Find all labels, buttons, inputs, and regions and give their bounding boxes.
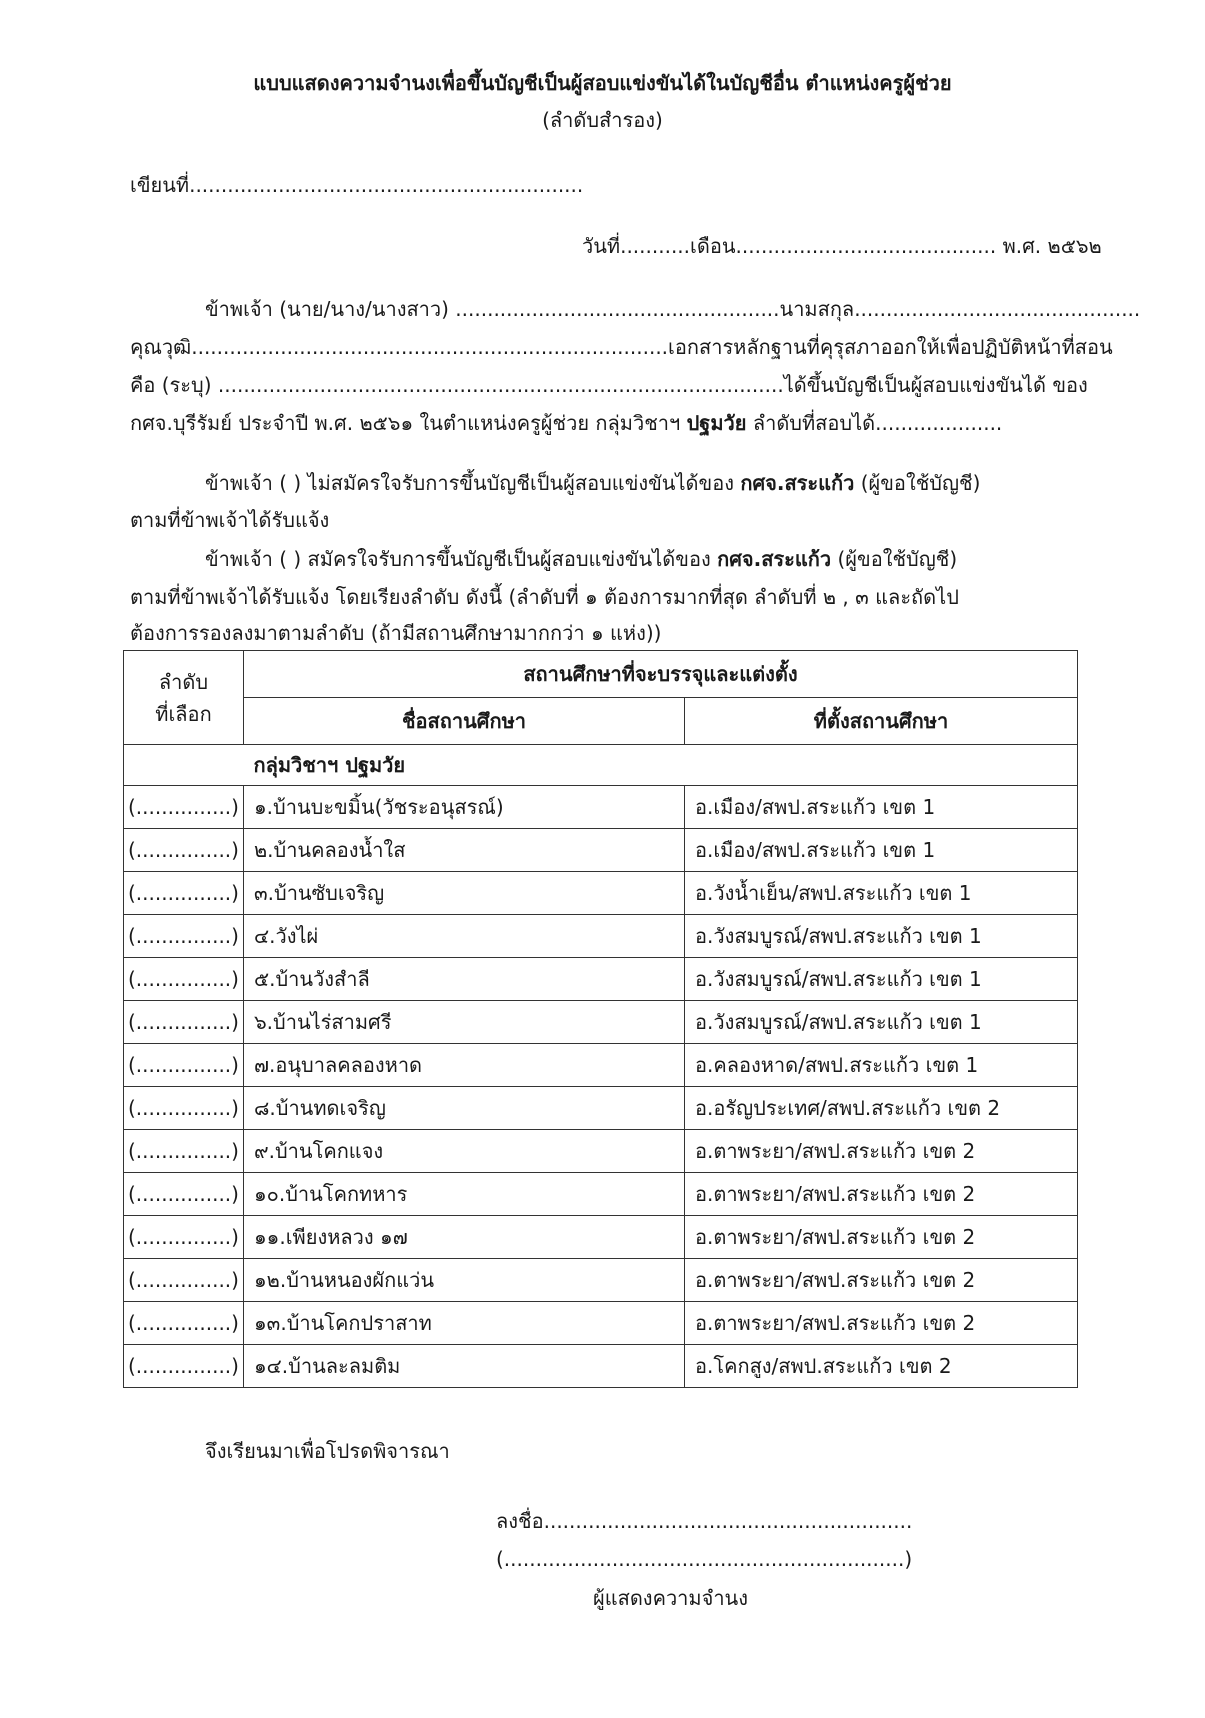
school-name-cell: ๑๓.บ้านโคกปราสาท [243,1302,684,1345]
table-row [124,786,1078,829]
date-day: วันที่........... [582,234,691,258]
table-row [124,1087,1078,1130]
accept-line-3: ต้องการรองลงมาตามลำดับ (ถ้ามีสถานศึกษามากกว่า ๑ แห่ง)) [130,621,662,645]
decline-suffix: (ผู้ขอใช้บัญชี) [854,471,981,495]
table-row [124,1130,1078,1173]
rank-cell[interactable]: (...............) [124,958,244,1001]
date-line [582,233,1102,259]
specify-label: คือ (ระบุ) ......................................................................................... [130,373,784,397]
table-row [124,1001,1078,1044]
rank-cell[interactable]: (...............) [124,915,244,958]
rank-cell[interactable]: (...............) [124,829,244,872]
school-name-cell: ๒.บ้านคลองน้ำใส [243,829,684,872]
accept-line-2: ตามที่ข้าพเจ้าได้รับแจ้ง โดยเรียงลำดับ ดังนี้ (ลำดับที่ ๑ ต้องการมากที่สุด ลำดับที่ ๒ , ๓ และถัดไป [130,585,959,609]
rank-cell[interactable]: (...............) [124,1130,244,1173]
school-location-cell: อ.วังน้ำเย็น/สพป.สระแก้ว เขต 1 [684,872,1077,915]
accept-text: ข้าพเจ้า ( ) สมัครใจรับการขึ้นบัญชีเป็นผู้สอบแข่งขันได้ของ [205,547,718,571]
school-name-cell: ๘.บ้านทดเจริญ [243,1087,684,1130]
applicant-surname-label: นามสกุล............................................. [779,297,1141,321]
table-row [124,1173,1078,1216]
school-location-cell: อ.คลองหาด/สพป.สระแก้ว เขต 1 [684,1044,1077,1087]
decline-office-bold: กศจ.สระแก้ว [740,471,855,495]
school-location-cell: อ.ตาพระยา/สพป.สระแก้ว เขต 2 [684,1302,1077,1345]
subject-group-label: กลุ่มวิชาฯ ปฐมวัย [243,745,1077,786]
date-year: พ.ศ. ๒๕๖๒ [1002,234,1102,258]
school-name-cell: ๕.บ้านวังสำลี [243,958,684,1001]
decline-line-2: ตามที่ข้าพเจ้าได้รับแจ้ง [130,508,330,532]
qualification-label: คุณวุฒิ........................................................................... [130,335,669,359]
rank-header [124,651,244,745]
rank-cell[interactable]: (...............) [124,1001,244,1044]
school-name-header: ชื่อสถานศึกษา [243,698,684,745]
rank-cell[interactable]: (...............) [124,872,244,915]
written-at-line: เขียนที่.............................................................. [130,173,584,197]
subject-group-bold: ปฐมวัย [686,411,747,435]
school-location-cell: อ.วังสมบูรณ์/สพป.สระแก้ว เขต 1 [684,958,1077,1001]
school-name-cell: ๗.อนุบาลคลองหาด [243,1044,684,1087]
rank-cell[interactable]: (...............) [124,1087,244,1130]
decline-text: ข้าพเจ้า ( ) ไม่สมัครใจรับการขึ้นบัญชีเป็นผู้สอบแข่งขันได้ของ [205,471,741,495]
exam-year-text: กศจ.บุรีรัมย์ ประจำปี พ.ศ. ๒๕๖๑ ในตำแหน่งครูผู้ช่วย กลุ่มวิชาฯ [130,411,687,435]
table-row [124,915,1078,958]
exam-rank-text: ลำดับที่สอบได้.................... [746,411,1003,435]
school-location-cell: อ.ตาพระยา/สพป.สระแก้ว เขต 2 [684,1259,1077,1302]
school-location-cell: อ.ตาพระยา/สพป.สระแก้ว เขต 2 [684,1173,1077,1216]
school-location-cell: อ.เมือง/สพป.สระแก้ว เขต 1 [684,829,1077,872]
school-location-cell: อ.โคกสูง/สพป.สระแก้ว เขต 2 [684,1345,1077,1388]
school-location-cell: อ.อรัญประเทศ/สพป.สระแก้ว เขต 2 [684,1087,1077,1130]
listed-label: ได้ขึ้นบัญชีเป็นผู้สอบแข่งขันได้ ของ [783,373,1088,397]
rank-header-line1: ลำดับ [158,669,209,694]
school-name-cell: ๑.บ้านบะขมิ้น(วัชระอนุสรณ์) [243,786,684,829]
accept-office-bold: กศจ.สระแก้ว [717,547,832,571]
specify-line [130,372,1088,398]
exam-year-line [130,410,1002,436]
school-group-header: สถานศึกษาที่จะบรรจุและแต่งตั้ง [243,651,1077,698]
school-choice-table [123,650,1078,1388]
school-name-cell: ๑๐.บ้านโคกทหาร [243,1173,684,1216]
school-location-cell: อ.วังสมบูรณ์/สพป.สระแก้ว เขต 1 [684,1001,1077,1044]
signature-line: ลงชื่อ.......................................................... [496,1509,913,1533]
rank-header-line2: ที่เลือก [155,701,212,726]
table-row [124,1044,1078,1087]
closing-text: จึงเรียนมาเพื่อโปรดพิจารณา [205,1439,450,1463]
table-row [124,1259,1078,1302]
rank-cell[interactable]: (...............) [124,786,244,829]
school-location-cell: อ.วังสมบูรณ์/สพป.สระแก้ว เขต 1 [684,915,1077,958]
decline-line [205,470,980,496]
school-location-cell: อ.เมือง/สพป.สระแก้ว เขต 1 [684,786,1077,829]
school-location-cell: อ.ตาพระยา/สพป.สระแก้ว เขต 2 [684,1216,1077,1259]
school-location-cell: อ.ตาพระยา/สพป.สระแก้ว เขต 2 [684,1130,1077,1173]
document-subtitle: (ลำดับสำรอง) [542,108,663,132]
rank-cell[interactable]: (...............) [124,1345,244,1388]
signature-name-line: (...............................................................) [496,1547,913,1571]
applicant-name-label: ข้าพเจ้า (นาย/นาง/นางสาว) ................................................... [205,297,780,321]
school-name-cell: ๓.บ้านซับเจริญ [243,872,684,915]
table-row [124,872,1078,915]
license-label: เอกสารหลักฐานที่คุรุสภาออกให้เพื่อปฏิบัติหน้าที่สอน [668,335,1113,359]
subject-group-row [124,745,1078,786]
rank-cell[interactable]: (...............) [124,1173,244,1216]
school-location-header: ที่ตั้งสถานศึกษา [684,698,1077,745]
rank-cell[interactable]: (...............) [124,1044,244,1087]
rank-cell[interactable]: (...............) [124,1216,244,1259]
applicant-name-line [205,296,1141,322]
school-name-cell: ๙.บ้านโคกแจง [243,1130,684,1173]
date-month: เดือน......................................... [690,234,997,258]
table-row [124,829,1078,872]
document-title: แบบแสดงความจำนงเพื่อขึ้นบัญชีเป็นผู้สอบแข่งขันได้ในบัญชีอื่น ตำแหน่งครูผู้ช่วย [253,71,952,95]
table-row [124,958,1078,1001]
table-row [124,1345,1078,1388]
rank-cell[interactable]: (...............) [124,1302,244,1345]
table-row [124,1216,1078,1259]
accept-line [205,546,957,572]
school-name-cell: ๑๑.เพียงหลวง ๑๗ [243,1216,684,1259]
table-row [124,1302,1078,1345]
qualification-line [130,334,1113,360]
signature-role: ผู้แสดงความจำนง [593,1586,748,1610]
school-name-cell: ๖.บ้านไร่สามศรี [243,1001,684,1044]
accept-suffix: (ผู้ขอใช้บัญชี) [831,547,958,571]
rank-cell[interactable]: (...............) [124,1259,244,1302]
school-name-cell: ๑๒.บ้านหนองผักแว่น [243,1259,684,1302]
school-name-cell: ๑๔.บ้านละลมติม [243,1345,684,1388]
school-name-cell: ๔.วังไผ่ [243,915,684,958]
